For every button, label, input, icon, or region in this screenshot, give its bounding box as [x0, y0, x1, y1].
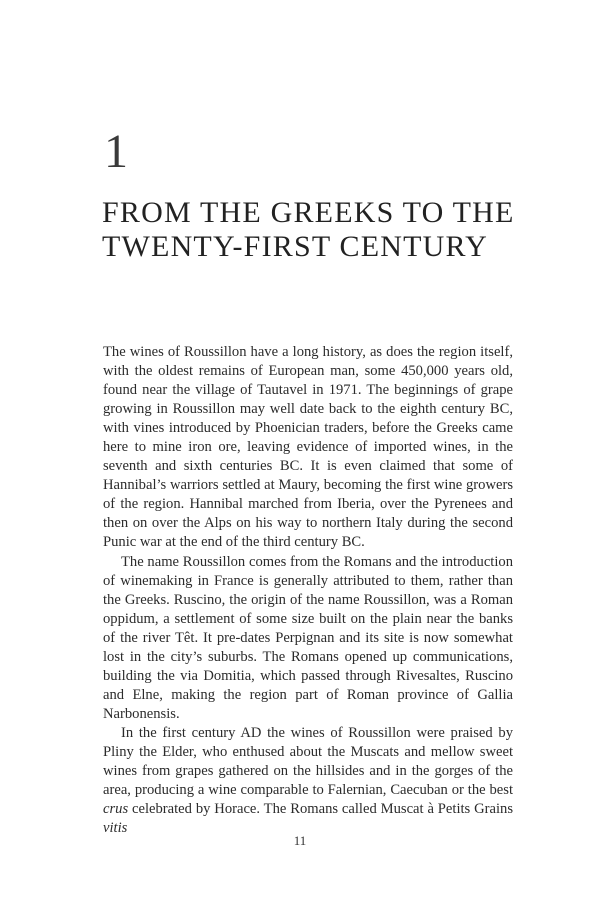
paragraph-2: The name Roussillon comes from the Romans and the introduction of winemaking in France is generally attributed to them, rather than the Greeks. Ruscino, the origin of the name Roussillon, was a Roman oppidum, a settlement of some size built on the plain near the banks of the river Têt. It pre-dates Perpignan and its site is now somewhat lost in the city’s suburbs. The Romans opened up communications, building the via Domitia, which passed through Rivesaltes, Ruscino and Elne, making the region part of Roman province of Gallia Narbonensis.	[103, 553, 513, 722]
chapter-title-line-1: FROM THE GREEKS TO THE	[102, 196, 515, 229]
chapter-number: 1	[104, 125, 128, 178]
paragraph-3-italic-crus: crus	[103, 801, 129, 818]
paragraph-1: The wines of Roussillon have a long history, as does the region itself, with the oldest remains of European man, some 450,000 years old, found near the village of Tautavel in 1971. The beginnings of grape growing in Roussillon may well date back to the eighth century BC, with vines introduced by Phoenician traders, before the Greeks came here to mine iron ore, leaving evidence of imported wines, in the seventh and sixth centuries BC. It is even claimed that some of Hannibal’s warriors settled at Maury, becoming the first wine growers of the region. Hannibal marched from Iberia, over the Pyrenees and then on over the Alps on his way to northern Italy during the second Punic war at the end of the third century BC.	[103, 344, 513, 551]
paragraph-3-italic-vitis: vitis	[103, 820, 128, 837]
chapter-title-line-2: TWENTY-FIRST CENTURY	[102, 230, 488, 263]
paragraph-3-text-b: celebrated by Horace. The Romans called Muscat à Petits Grains	[128, 801, 513, 818]
chapter-title	[102, 196, 522, 264]
body-text	[103, 343, 513, 838]
paragraph-3-text-a: In the first century AD the wines of Roussillon were praised by Pliny the Elder, who enthused about the Muscats and mellow sweet wines from grapes gathered on the hillsides and in the gorges of the area, producing a wine comparable to Falernian, Caecuban or the best	[103, 724, 513, 799]
page-number: 11	[293, 833, 307, 848]
paragraph-3	[103, 724, 513, 838]
